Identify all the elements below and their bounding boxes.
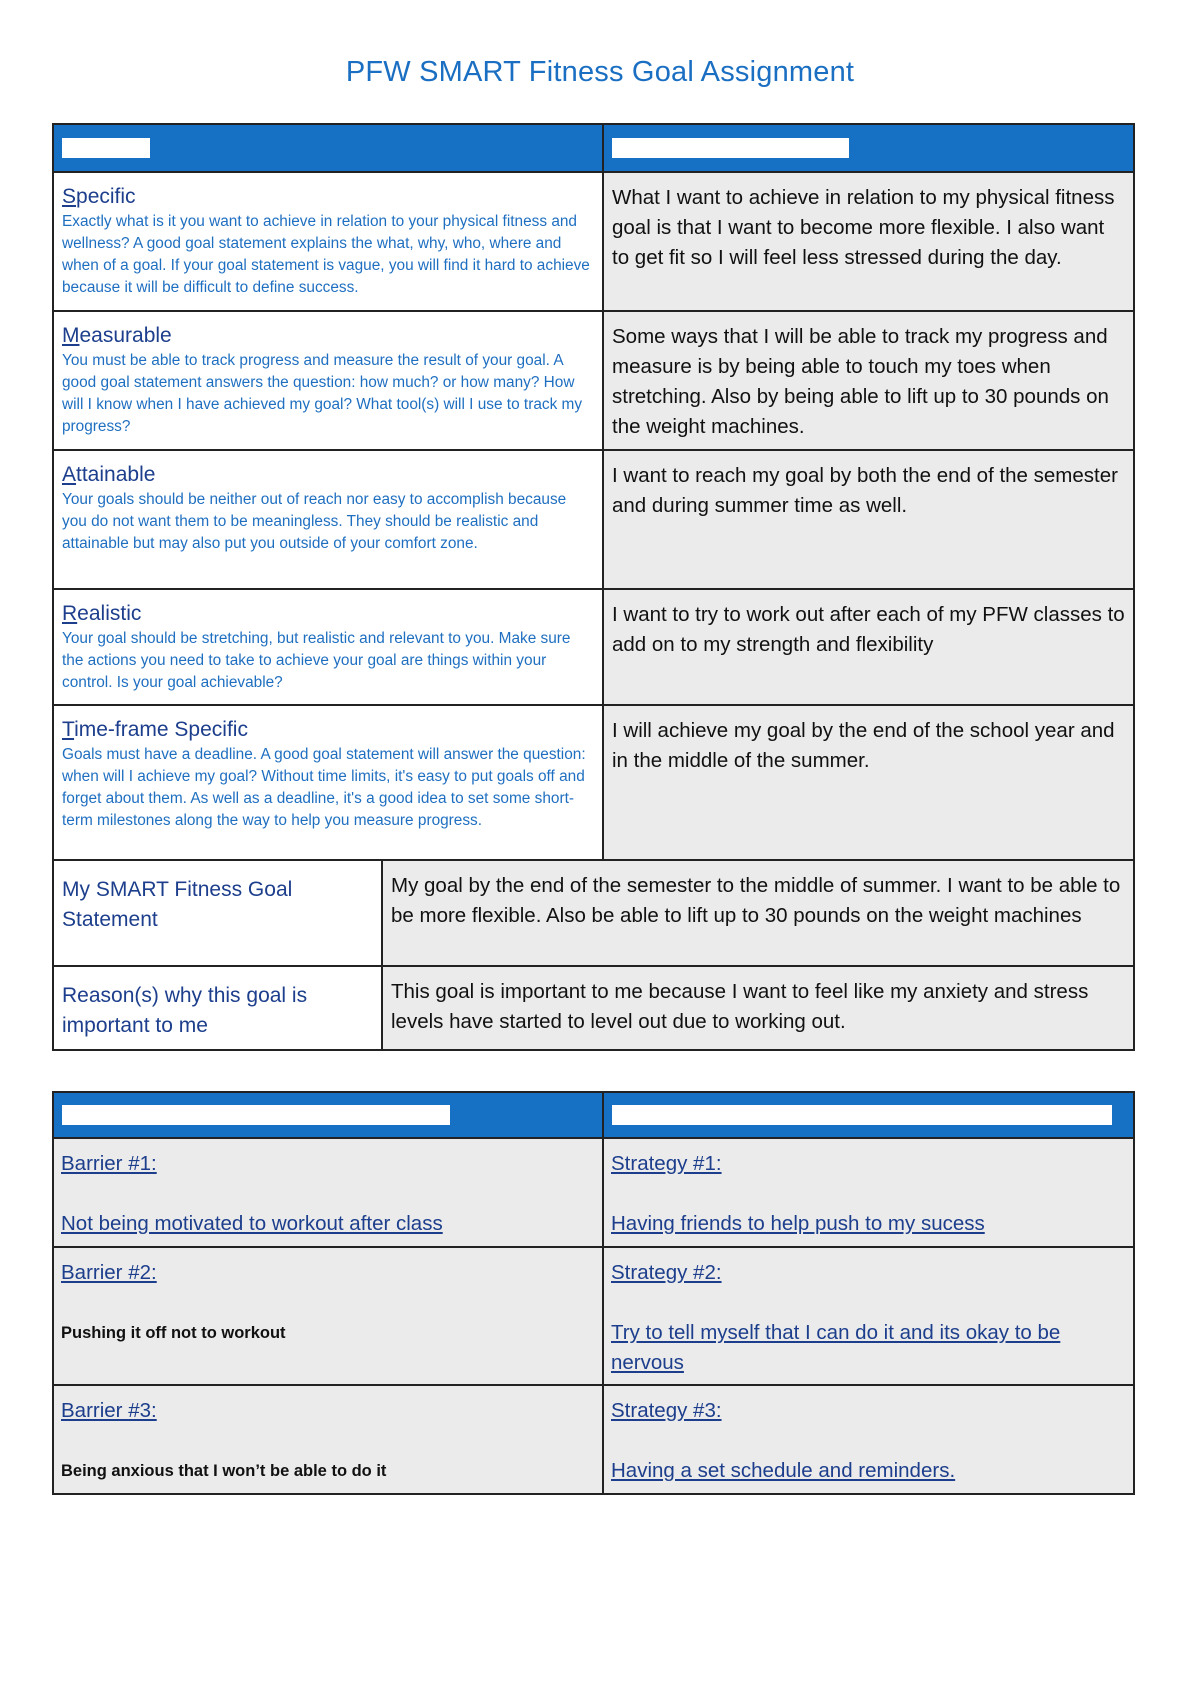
strategy-label: Strategy #2: [611,1261,722,1284]
barrier-strategy-row [53,1138,1134,1247]
barrier-label: Barrier #2: [61,1261,157,1284]
redacted-header-box [612,1105,1112,1125]
redacted-header-box [62,138,150,158]
barrier-cell [53,1247,603,1385]
barrier-strategy-row [53,1247,1134,1385]
barriers-table-header [53,1092,1134,1138]
smart-table-header [53,124,1134,172]
criterion-heading: Realistic [62,602,142,625]
answer-text: Some ways that I will be able to track my progress and measure is by being able to touch my toes when stretching. Also by being able to lift up to 30 pounds on the weight machines. [612,325,1109,438]
strategy-cell [603,1385,1134,1494]
answer-text: I want to reach my goal by both the end of the semester and during summer time as well. [612,464,1118,517]
answer-text: I will achieve my goal by the end of the school year and in the middle of the summer. [612,719,1115,772]
criterion-heading: Measurable [62,324,172,347]
answer-cell [603,311,1134,450]
criterion-cell [53,589,603,705]
criterion-description: Your goal should be stretching, but realistic and relevant to you. Make sure the actions you need to take to achieve your goal are things within your control. Is your goal achievable? [62,630,571,691]
strategy-label: Strategy #3: [611,1399,722,1422]
header-right [603,124,1134,172]
barrier-cell [53,1385,603,1494]
redacted-header-box [62,1105,450,1125]
strategy-text: Having a set schedule and reminders. [611,1459,956,1482]
strategy-text: Try to tell myself that I can do it and its okay to be nervous [611,1321,1061,1374]
barrier-label: Barrier #1: [61,1152,157,1175]
criterion-cell [53,172,603,311]
header-left [53,1092,603,1138]
criterion-cell [53,705,603,860]
answer-cell [603,450,1134,589]
smart-row [53,450,1134,589]
goal-statement-text: My goal by the end of the semester to the middle of summer. I want to be able to be more flexible. Also be able to lift up to 30 pounds on the weight machines [382,860,1134,966]
barrier-strategy-row [53,1385,1134,1494]
barrier-cell [53,1138,603,1247]
barrier-label: Barrier #3: [61,1399,157,1422]
goal-statement-row [53,860,1134,966]
criterion-description: Your goals should be neither out of reach nor easy to accomplish because you do not want them to be meaningless. They should be realistic and attainable but may also put you outside of your comfort zone. [62,491,567,552]
redacted-header-box [612,138,849,158]
criterion-heading: Time-frame Specific [62,718,248,741]
smart-row [53,172,1134,311]
criterion-cell [53,450,603,589]
criterion-description: You must be able to track progress and measure the result of your goal. A good goal statement answers the question: how much? or how many? How will I know when I have achieved my goal? What tool(s) will I use to track my progress? [62,352,583,435]
smart-goal-table [52,123,1135,1051]
smart-row [53,589,1134,705]
reason-text: This goal is important to me because I want to feel like my anxiety and stress levels have started to level out due to working out. [382,966,1134,1050]
barrier-text: Not being motivated to workout after class [61,1212,443,1235]
criterion-heading: Attainable [62,463,156,486]
answer-cell [603,589,1134,705]
criterion-heading: Specific [62,185,136,208]
barriers-strategies-table [52,1091,1135,1495]
reason-row [53,966,1134,1050]
answer-text: I want to try to work out after each of my PFW classes to add on to my strength and flexibility [612,603,1125,656]
answer-text: What I want to achieve in relation to my physical fitness goal is that I want to become more flexible. I also want to get fit so I will feel less stressed during the day. [612,186,1115,269]
header-left [53,124,603,172]
answer-cell [603,172,1134,311]
barrier-text: Being anxious that I won’t be able to do it [61,1462,387,1480]
smart-row [53,311,1134,450]
strategy-label: Strategy #1: [611,1152,722,1175]
criterion-description: Exactly what is it you want to achieve in relation to your physical fitness and wellness? A good goal statement explains the what, why, who, where and when of a goal. If your goal statement is vague, you will find it hard to achieve because it will be difficult to define success. [62,213,590,296]
goal-statement-label: My SMART Fitness Goal Statement [53,860,382,966]
strategy-cell [603,1247,1134,1385]
answer-cell [603,705,1134,860]
smart-row [53,705,1134,860]
strategy-text: Having friends to help push to my sucess [611,1212,985,1235]
page-title: PFW SMART Fitness Goal Assignment [345,56,855,88]
criterion-cell [53,311,603,450]
criterion-description: Goals must have a deadline. A good goal statement will answer the question: when will I achieve my goal? Without time limits, it's easy to put goals off and forget about them. As well as a deadline, it's a good idea to set some short-term milestones along the way to help you measure progress. [62,746,586,829]
strategy-cell [603,1138,1134,1247]
barrier-text: Pushing it off not to workout [61,1324,286,1342]
reason-label: Reason(s) why this goal is important to me [53,966,382,1050]
header-right [603,1092,1134,1138]
